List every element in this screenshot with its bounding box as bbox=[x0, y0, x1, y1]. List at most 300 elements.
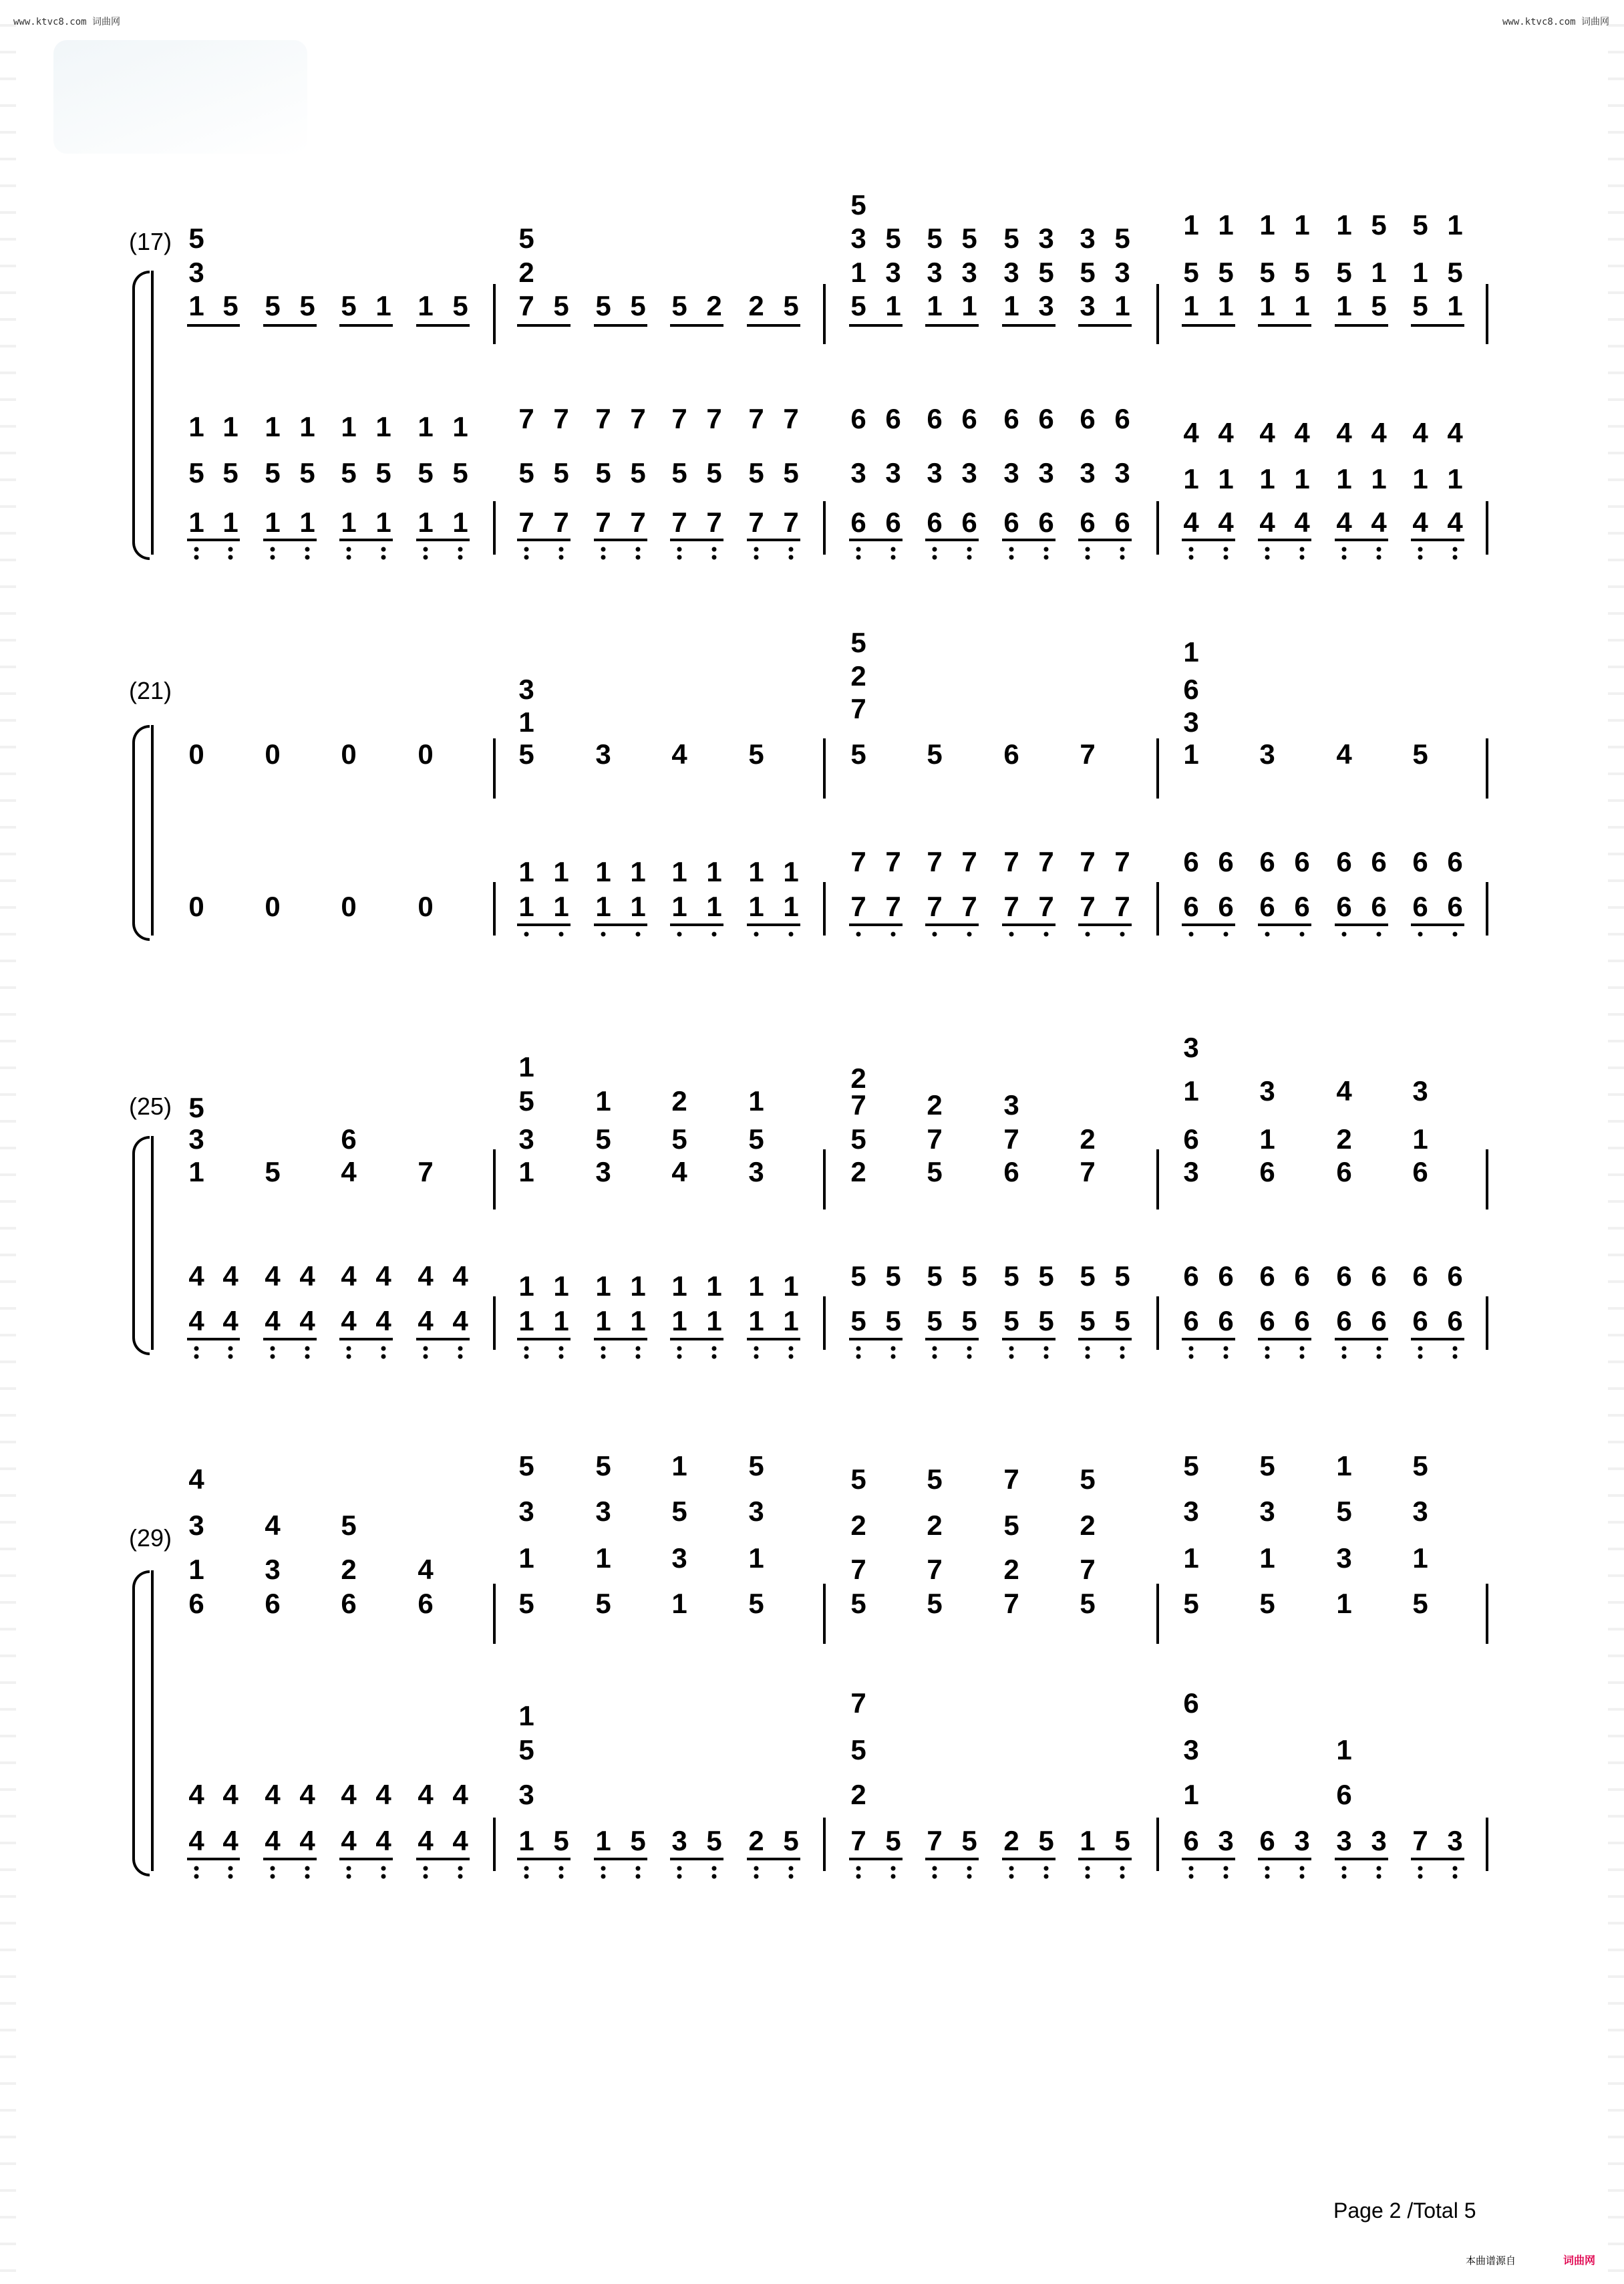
octave-dot bbox=[636, 1866, 641, 1871]
octave-dot bbox=[789, 547, 794, 552]
barline bbox=[1486, 501, 1488, 555]
note-digit: 7 bbox=[553, 403, 569, 434]
note-digit: 4 bbox=[1294, 417, 1310, 448]
note-digit: 7 bbox=[706, 403, 722, 434]
note-digit: 6 bbox=[1336, 1305, 1352, 1336]
note-digit: 5 bbox=[706, 1825, 722, 1856]
octave-dot bbox=[524, 555, 529, 560]
eighth-note-beam bbox=[1182, 324, 1235, 327]
octave-dot bbox=[559, 1866, 564, 1871]
octave-dot bbox=[559, 1346, 564, 1351]
note-digit: 5 bbox=[671, 457, 687, 488]
note-digit: 5 bbox=[553, 457, 569, 488]
eighth-note-beam bbox=[925, 324, 979, 327]
note-digit: 7 bbox=[1003, 1463, 1019, 1495]
note-digit: 7 bbox=[748, 403, 764, 434]
note-digit: 4 bbox=[1412, 417, 1428, 448]
note-digit: 2 bbox=[1336, 1123, 1352, 1155]
note-digit: 6 bbox=[961, 507, 977, 538]
note-digit: 3 bbox=[1183, 1156, 1199, 1187]
note-digit: 5 bbox=[630, 1825, 646, 1856]
octave-dot bbox=[381, 1874, 386, 1879]
note-digit: 3 bbox=[1183, 1734, 1199, 1765]
octave-dot bbox=[789, 1346, 794, 1351]
note-digit: 6 bbox=[1412, 891, 1428, 922]
note-digit: 7 bbox=[961, 891, 977, 922]
octave-dot bbox=[1342, 1346, 1347, 1351]
eighth-note-beam bbox=[187, 539, 240, 541]
eighth-note-beam bbox=[263, 1858, 317, 1860]
octave-dot bbox=[891, 547, 896, 552]
note-digit: 5 bbox=[1412, 1450, 1428, 1481]
eighth-note-beam bbox=[925, 1338, 979, 1340]
octave-dot bbox=[228, 1354, 233, 1359]
note-digit: 6 bbox=[1259, 846, 1275, 877]
note-digit: 5 bbox=[1218, 257, 1234, 288]
octave-dot bbox=[271, 1866, 275, 1871]
note-digit: 1 bbox=[518, 1542, 534, 1574]
octave-dot bbox=[933, 1346, 937, 1351]
note-digit: 1 bbox=[671, 1270, 687, 1302]
note-digit: 4 bbox=[1336, 1075, 1352, 1107]
note-digit: 6 bbox=[1371, 1305, 1387, 1336]
note-digit: 6 bbox=[341, 1588, 357, 1619]
octave-dot bbox=[271, 1874, 275, 1879]
octave-dot bbox=[1342, 1866, 1347, 1871]
octave-dot bbox=[636, 1354, 641, 1359]
note-digit: 0 bbox=[188, 891, 204, 922]
note-digit: 3 bbox=[885, 457, 901, 488]
note-digit: 7 bbox=[518, 403, 534, 434]
octave-dot bbox=[1377, 1354, 1382, 1359]
eighth-note-beam bbox=[747, 923, 800, 926]
octave-dot bbox=[712, 1346, 717, 1351]
grand-staff-brace bbox=[132, 271, 150, 560]
note-digit: 1 bbox=[706, 1305, 722, 1336]
eighth-note-beam bbox=[1411, 923, 1464, 926]
octave-dot bbox=[1265, 1866, 1270, 1871]
note-digit: 4 bbox=[418, 1825, 434, 1856]
note-digit: 4 bbox=[375, 1260, 391, 1292]
note-digit: 6 bbox=[1259, 1305, 1275, 1336]
note-digit: 1 bbox=[783, 891, 799, 922]
note-digit: 1 bbox=[1218, 209, 1234, 241]
note-digit: 1 bbox=[1183, 636, 1199, 668]
octave-dot bbox=[1044, 547, 1049, 552]
octave-dot bbox=[1189, 1354, 1194, 1359]
measure-number-29: (29) bbox=[129, 1524, 172, 1552]
octave-dot bbox=[789, 932, 794, 937]
note-digit: 1 bbox=[299, 507, 315, 538]
note-digit: 7 bbox=[518, 507, 534, 538]
note-digit: 3 bbox=[518, 1779, 534, 1810]
note-digit: 1 bbox=[595, 1085, 611, 1117]
note-digit: 7 bbox=[1114, 891, 1130, 922]
note-digit: 7 bbox=[1080, 891, 1096, 922]
octave-dot bbox=[1418, 932, 1423, 937]
octave-dot bbox=[1009, 1866, 1014, 1871]
octave-dot bbox=[271, 555, 275, 560]
octave-dot bbox=[712, 932, 717, 937]
note-digit: 6 bbox=[1218, 1260, 1234, 1292]
note-digit: 5 bbox=[595, 290, 611, 321]
note-digit: 5 bbox=[850, 290, 866, 321]
note-digit: 4 bbox=[265, 1305, 281, 1336]
eighth-note-beam bbox=[339, 1338, 393, 1340]
note-digit: 1 bbox=[188, 507, 204, 538]
note-digit: 3 bbox=[1003, 257, 1019, 288]
note-digit: 5 bbox=[595, 457, 611, 488]
eighth-note-beam bbox=[1078, 539, 1132, 541]
note-digit: 5 bbox=[850, 627, 866, 658]
octave-dot bbox=[967, 547, 972, 552]
note-digit: 3 bbox=[961, 457, 977, 488]
note-digit: 7 bbox=[1003, 1123, 1019, 1155]
octave-dot bbox=[1224, 1354, 1229, 1359]
octave-dot bbox=[677, 1874, 682, 1879]
note-digit: 4 bbox=[1218, 507, 1234, 538]
octave-dot bbox=[1265, 1346, 1270, 1351]
note-digit: 3 bbox=[1412, 1495, 1428, 1527]
octave-dot bbox=[789, 1874, 794, 1879]
note-digit: 3 bbox=[1003, 457, 1019, 488]
note-digit: 4 bbox=[341, 1156, 357, 1187]
eighth-note-beam bbox=[747, 539, 800, 541]
note-digit: 1 bbox=[1218, 290, 1234, 321]
note-digit: 6 bbox=[1003, 403, 1019, 434]
note-digit: 1 bbox=[706, 1270, 722, 1302]
note-digit: 4 bbox=[188, 1260, 204, 1292]
octave-dot bbox=[1265, 555, 1270, 560]
eighth-note-beam bbox=[670, 923, 723, 926]
note-digit: 3 bbox=[1371, 1825, 1387, 1856]
octave-dot bbox=[1453, 1354, 1458, 1359]
note-digit: 5 bbox=[783, 457, 799, 488]
octave-dot bbox=[1300, 1866, 1305, 1871]
note-digit: 1 bbox=[1183, 1779, 1199, 1810]
note-digit: 6 bbox=[1412, 1260, 1428, 1292]
octave-dot bbox=[601, 1354, 606, 1359]
octave-dot bbox=[933, 932, 937, 937]
note-digit: 5 bbox=[927, 223, 943, 254]
note-digit: 7 bbox=[961, 846, 977, 877]
note-digit: 3 bbox=[188, 1123, 204, 1155]
octave-dot bbox=[1009, 1354, 1014, 1359]
note-digit: 3 bbox=[1080, 290, 1096, 321]
octave-dot bbox=[789, 1354, 794, 1359]
note-digit: 2 bbox=[1003, 1554, 1019, 1585]
note-digit: 0 bbox=[418, 891, 434, 922]
note-digit: 7 bbox=[1080, 1554, 1096, 1585]
note-digit: 6 bbox=[1183, 1687, 1199, 1719]
eighth-note-beam bbox=[416, 1338, 470, 1340]
note-digit: 0 bbox=[418, 738, 434, 770]
note-digit: 5 bbox=[1336, 1495, 1352, 1527]
note-digit: 5 bbox=[222, 290, 238, 321]
note-digit: 6 bbox=[1447, 891, 1463, 922]
note-digit: 5 bbox=[1080, 1305, 1096, 1336]
note-digit: 6 bbox=[885, 403, 901, 434]
octave-dot bbox=[347, 547, 351, 552]
note-digit: 5 bbox=[518, 457, 534, 488]
eighth-note-beam bbox=[849, 923, 903, 926]
octave-dot bbox=[458, 1866, 463, 1871]
note-digit: 5 bbox=[885, 1260, 901, 1292]
eighth-note-beam bbox=[416, 539, 470, 541]
eighth-note-beam bbox=[670, 1338, 723, 1340]
octave-dot bbox=[967, 932, 972, 937]
note-digit: 3 bbox=[518, 1123, 534, 1155]
octave-dot bbox=[789, 555, 794, 560]
note-digit: 6 bbox=[1183, 891, 1199, 922]
octave-dot bbox=[559, 1354, 564, 1359]
note-digit: 1 bbox=[706, 891, 722, 922]
note-digit: 1 bbox=[748, 891, 764, 922]
note-digit: 7 bbox=[850, 1554, 866, 1585]
note-digit: 5 bbox=[748, 738, 764, 770]
note-digit: 5 bbox=[671, 290, 687, 321]
note-digit: 7 bbox=[927, 1554, 943, 1585]
octave-dot bbox=[194, 1874, 199, 1879]
note-digit: 6 bbox=[1294, 1305, 1310, 1336]
note-digit: 5 bbox=[671, 1495, 687, 1527]
octave-dot bbox=[524, 932, 529, 937]
note-digit: 4 bbox=[375, 1779, 391, 1810]
note-digit: 4 bbox=[1183, 417, 1199, 448]
octave-dot bbox=[1224, 555, 1229, 560]
system-start-barline bbox=[151, 271, 154, 555]
eighth-note-beam bbox=[849, 539, 903, 541]
octave-dot bbox=[1342, 932, 1347, 937]
octave-dot bbox=[228, 555, 233, 560]
barline bbox=[1156, 284, 1159, 344]
barline bbox=[1156, 738, 1159, 799]
octave-dot bbox=[933, 1354, 937, 1359]
octave-dot bbox=[677, 1346, 682, 1351]
note-digit: 6 bbox=[1218, 891, 1234, 922]
eighth-note-beam bbox=[517, 324, 571, 327]
barline bbox=[823, 501, 826, 555]
eighth-note-beam bbox=[1182, 1858, 1235, 1860]
note-digit: 1 bbox=[188, 1156, 204, 1187]
note-digit: 5 bbox=[630, 457, 646, 488]
barline bbox=[1486, 1818, 1488, 1871]
note-digit: 4 bbox=[341, 1305, 357, 1336]
note-digit: 6 bbox=[1183, 674, 1199, 705]
note-digit: 7 bbox=[630, 403, 646, 434]
note-digit: 4 bbox=[265, 1260, 281, 1292]
barline bbox=[493, 284, 496, 344]
octave-dot bbox=[524, 1346, 529, 1351]
note-digit: 6 bbox=[850, 403, 866, 434]
octave-dot bbox=[933, 1866, 937, 1871]
note-digit: 4 bbox=[341, 1825, 357, 1856]
octave-dot bbox=[1044, 1354, 1049, 1359]
note-digit: 5 bbox=[1038, 257, 1054, 288]
note-digit: 1 bbox=[671, 1450, 687, 1481]
note-digit: 5 bbox=[452, 457, 468, 488]
note-digit: 1 bbox=[595, 1542, 611, 1574]
note-digit: 6 bbox=[1371, 846, 1387, 877]
note-digit: 1 bbox=[1412, 257, 1428, 288]
note-digit: 1 bbox=[1218, 463, 1234, 494]
note-digit: 5 bbox=[375, 457, 391, 488]
note-digit: 1 bbox=[341, 411, 357, 442]
note-digit: 4 bbox=[1218, 417, 1234, 448]
note-digit: 5 bbox=[553, 290, 569, 321]
octave-dot bbox=[1453, 1346, 1458, 1351]
note-digit: 5 bbox=[1259, 257, 1275, 288]
note-digit: 6 bbox=[885, 507, 901, 538]
note-digit: 3 bbox=[1183, 1032, 1199, 1063]
eighth-note-beam bbox=[1002, 923, 1055, 926]
note-digit: 5 bbox=[1080, 1588, 1096, 1619]
note-digit: 5 bbox=[1038, 1260, 1054, 1292]
footer-site-logo: 词曲网 bbox=[1563, 2254, 1596, 2267]
note-digit: 3 bbox=[1218, 1825, 1234, 1856]
octave-dot bbox=[347, 1866, 351, 1871]
barline bbox=[1156, 882, 1159, 936]
octave-dot bbox=[1300, 1874, 1305, 1879]
note-digit: 5 bbox=[961, 1305, 977, 1336]
octave-dot bbox=[1418, 1346, 1423, 1351]
octave-dot bbox=[1418, 555, 1423, 560]
note-digit: 5 bbox=[188, 457, 204, 488]
note-digit: 5 bbox=[671, 1123, 687, 1155]
note-digit: 3 bbox=[595, 738, 611, 770]
note-digit: 5 bbox=[222, 457, 238, 488]
note-digit: 1 bbox=[671, 1305, 687, 1336]
octave-dot bbox=[458, 1874, 463, 1879]
note-digit: 4 bbox=[1371, 507, 1387, 538]
octave-dot bbox=[1453, 547, 1458, 552]
note-digit: 5 bbox=[1412, 290, 1428, 321]
octave-dot bbox=[1377, 1346, 1382, 1351]
note-digit: 5 bbox=[1080, 257, 1096, 288]
note-digit: 6 bbox=[1218, 846, 1234, 877]
note-digit: 5 bbox=[783, 290, 799, 321]
note-digit: 5 bbox=[188, 1092, 204, 1123]
octave-dot bbox=[856, 1866, 861, 1871]
octave-dot bbox=[458, 547, 463, 552]
eighth-note-beam bbox=[670, 324, 723, 327]
octave-dot bbox=[677, 547, 682, 552]
note-digit: 6 bbox=[1183, 1305, 1199, 1336]
note-digit: 1 bbox=[748, 1270, 764, 1302]
note-digit: 5 bbox=[850, 189, 866, 221]
octave-dot bbox=[194, 1354, 199, 1359]
note-digit: 5 bbox=[595, 1588, 611, 1619]
barline bbox=[493, 738, 496, 799]
note-digit: 1 bbox=[1259, 290, 1275, 321]
barline bbox=[1156, 1149, 1159, 1209]
octave-dot bbox=[677, 555, 682, 560]
note-digit: 5 bbox=[299, 290, 315, 321]
note-digit: 1 bbox=[595, 1270, 611, 1302]
note-digit: 5 bbox=[748, 1450, 764, 1481]
eighth-note-beam bbox=[1182, 923, 1235, 926]
note-digit: 5 bbox=[961, 1825, 977, 1856]
eighth-note-beam bbox=[747, 1858, 800, 1860]
note-digit: 7 bbox=[927, 891, 943, 922]
note-digit: 1 bbox=[1412, 463, 1428, 494]
octave-dot bbox=[636, 932, 641, 937]
octave-dot bbox=[1377, 547, 1382, 552]
note-digit: 4 bbox=[265, 1825, 281, 1856]
octave-dot bbox=[1300, 932, 1305, 937]
eighth-note-beam bbox=[517, 539, 571, 541]
note-digit: 3 bbox=[1183, 1495, 1199, 1527]
note-digit: 7 bbox=[706, 507, 722, 538]
note-digit: 1 bbox=[1336, 1450, 1352, 1481]
note-digit: 1 bbox=[1412, 1123, 1428, 1155]
note-digit: 1 bbox=[1259, 209, 1275, 241]
note-digit: 3 bbox=[927, 457, 943, 488]
note-digit: 5 bbox=[850, 1260, 866, 1292]
measure-number-25: (25) bbox=[129, 1093, 172, 1120]
note-digit: 2 bbox=[850, 660, 866, 692]
octave-dot bbox=[194, 555, 199, 560]
eighth-note-beam bbox=[849, 1858, 903, 1860]
octave-dot bbox=[194, 1346, 199, 1351]
note-digit: 3 bbox=[1114, 257, 1130, 288]
octave-dot bbox=[524, 547, 529, 552]
note-digit: 4 bbox=[452, 1305, 468, 1336]
octave-dot bbox=[967, 1346, 972, 1351]
octave-dot bbox=[524, 1866, 529, 1871]
note-digit: 1 bbox=[518, 891, 534, 922]
note-digit: 1 bbox=[783, 1270, 799, 1302]
note-digit: 6 bbox=[265, 1588, 281, 1619]
octave-dot bbox=[228, 1874, 233, 1879]
note-digit: 5 bbox=[927, 1305, 943, 1336]
note-digit: 7 bbox=[850, 846, 866, 877]
octave-dot bbox=[891, 1354, 896, 1359]
note-digit: 6 bbox=[1003, 738, 1019, 770]
note-digit: 5 bbox=[1371, 290, 1387, 321]
note-digit: 1 bbox=[1336, 1734, 1352, 1765]
eighth-note-beam bbox=[263, 324, 317, 327]
note-digit: 1 bbox=[1080, 1825, 1096, 1856]
note-digit: 7 bbox=[630, 507, 646, 538]
note-digit: 5 bbox=[1259, 1588, 1275, 1619]
eighth-note-beam bbox=[416, 1858, 470, 1860]
barline bbox=[493, 1584, 496, 1644]
note-digit: 5 bbox=[341, 457, 357, 488]
note-digit: 1 bbox=[1371, 463, 1387, 494]
note-digit: 5 bbox=[341, 290, 357, 321]
octave-dot bbox=[754, 555, 759, 560]
octave-dot bbox=[712, 1874, 717, 1879]
octave-dot bbox=[305, 555, 310, 560]
octave-dot bbox=[1086, 555, 1090, 560]
note-digit: 1 bbox=[671, 891, 687, 922]
eighth-note-beam bbox=[1078, 324, 1132, 327]
note-digit: 5 bbox=[518, 1450, 534, 1481]
note-digit: 5 bbox=[630, 290, 646, 321]
note-digit: 4 bbox=[299, 1260, 315, 1292]
measure-number-17: (17) bbox=[129, 228, 172, 255]
note-digit: 6 bbox=[341, 1123, 357, 1155]
note-digit: 7 bbox=[1412, 1825, 1428, 1856]
octave-dot bbox=[1189, 1874, 1194, 1879]
note-digit: 2 bbox=[1080, 1510, 1096, 1541]
note-digit: 6 bbox=[188, 1588, 204, 1619]
note-digit: 7 bbox=[418, 1156, 434, 1187]
note-digit: 4 bbox=[1447, 507, 1463, 538]
note-digit: 1 bbox=[341, 507, 357, 538]
note-digit: 5 bbox=[885, 1825, 901, 1856]
